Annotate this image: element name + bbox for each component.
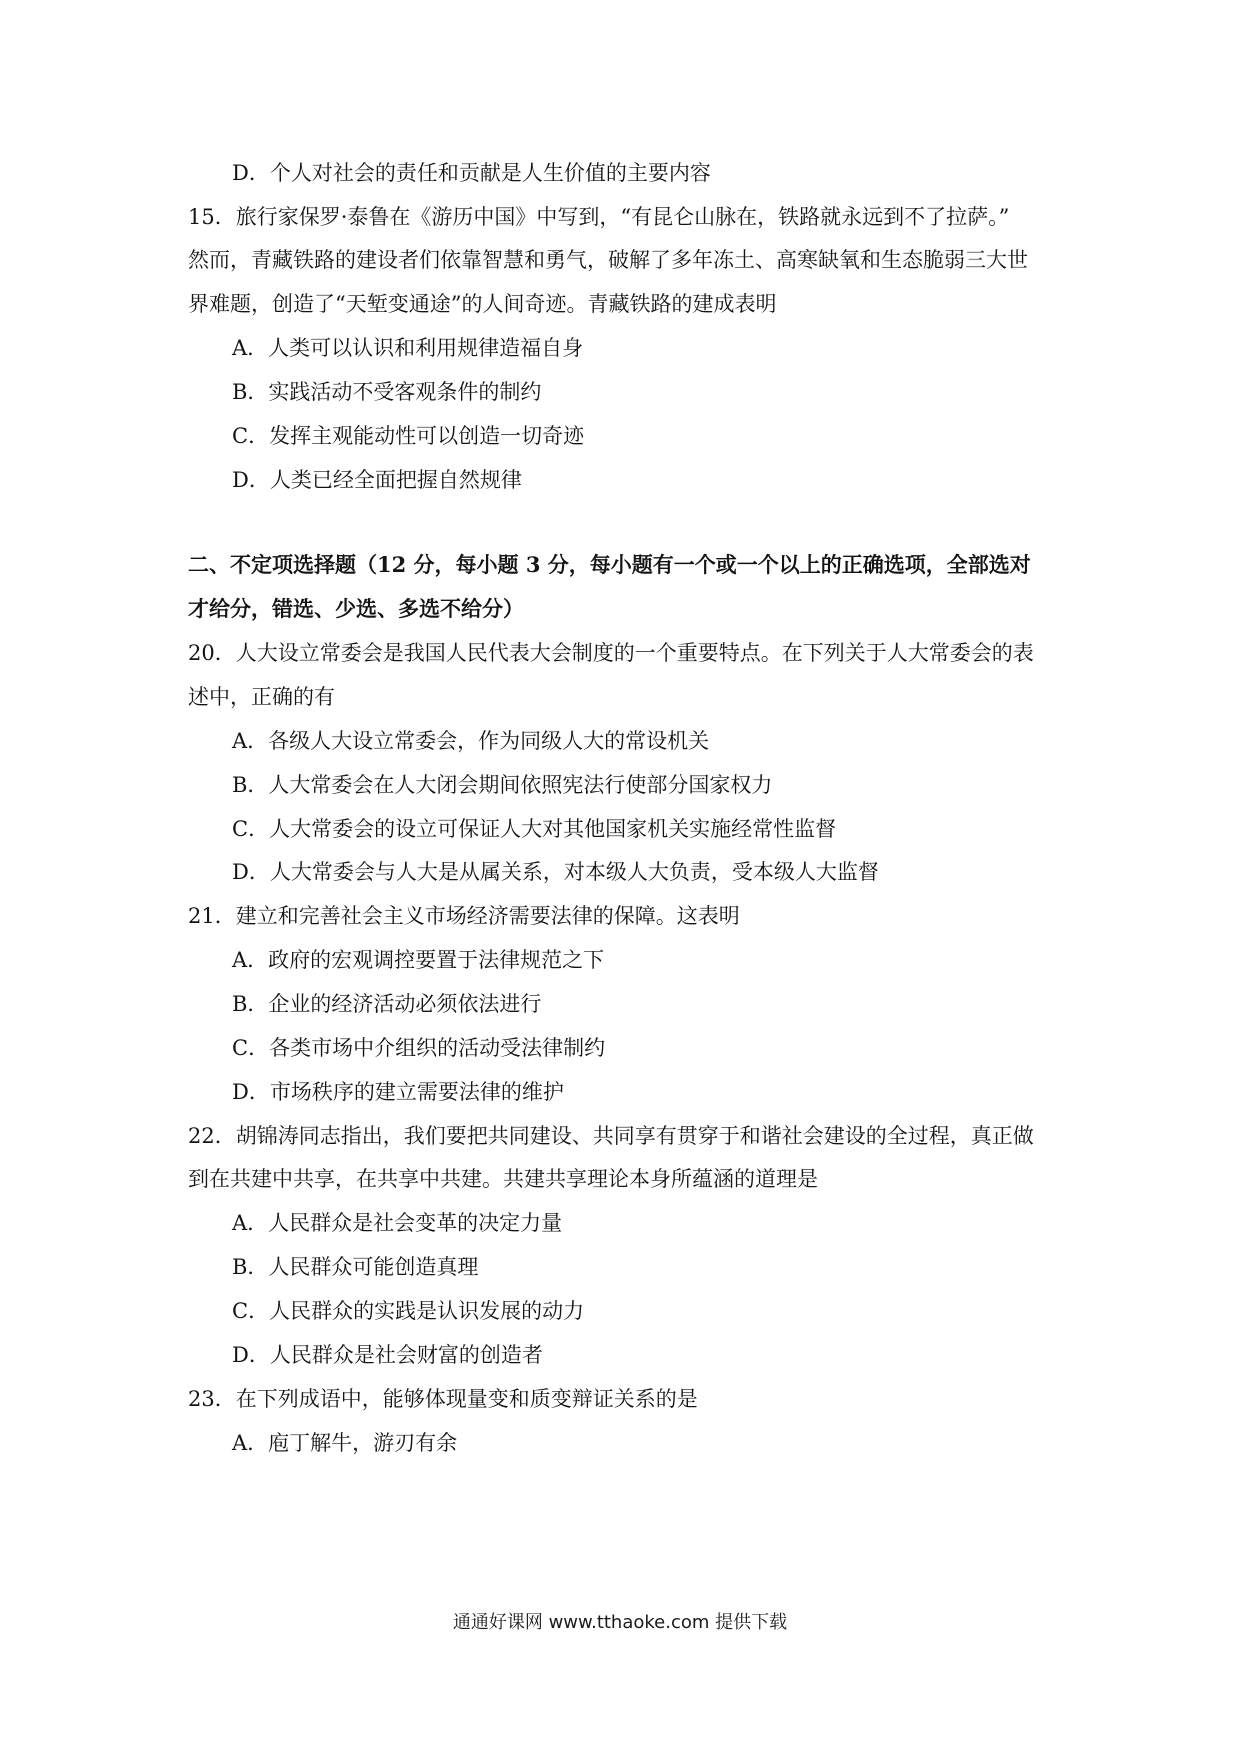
option-15-d: D．人类已经全面把握自然规律	[232, 468, 522, 492]
question-22-line-2: 到在共建中共享，在共享中共建。共建共享理论本身所蕴涵的道理是	[188, 1167, 818, 1191]
section-heading-line-1: 二、不定项选择题（12 分，每小题 3 分，每小题有一个或一个以上的正确选项，全部选对	[188, 552, 1031, 577]
question-15-line-3: 界难题，创造了“天堑变通途”的人间奇迹。青藏铁路的建成表明	[188, 292, 777, 316]
option-15-b: B．实践活动不受客观条件的制约	[232, 380, 542, 404]
option-15-a: A．人类可以认识和利用规律造福自身	[232, 336, 584, 360]
option-20-a: A．各级人大设立常委会，作为同级人大的常设机关	[232, 729, 710, 753]
question-21: 21．建立和完善社会主义市场经济需要法律的保障。这表明	[188, 904, 740, 928]
option-22-a: A．人民群众是社会变革的决定力量	[232, 1211, 563, 1235]
option-22-d: D．人民群众是社会财富的创造者	[232, 1343, 543, 1367]
question-23: 23．在下列成语中，能够体现量变和质变辩证关系的是	[188, 1387, 698, 1411]
section-heading-line-2: 才给分，错选、少选、多选不给分）	[188, 596, 524, 621]
option-21-c: C．各类市场中介组织的活动受法律制约	[232, 1036, 606, 1060]
option-21-a: A．政府的宏观调控要置于法律规范之下	[232, 948, 605, 972]
question-22-line-1: 22．胡锦涛同志指出，我们要把共同建设、共同享有贯穿于和谐社会建设的全过程，真正做	[188, 1124, 1034, 1148]
question-20-line-1: 20．人大设立常委会是我国人民代表大会制度的一个重要特点。在下列关于人大常委会的表	[188, 641, 1034, 665]
option-15-c: C．发挥主观能动性可以创造一切奇迹	[232, 424, 585, 448]
page-footer: 通通好课网 www.tthaoke.com 提供下载	[452, 1612, 788, 1633]
option-22-b: B．人民群众可能创造真理	[232, 1255, 479, 1279]
option-20-d: D．人大常委会与人大是从属关系，对本级人大负责，受本级人大监督	[232, 860, 879, 884]
question-15-line-2: 然而，青藏铁路的建设者们依靠智慧和勇气，破解了多年冻土、高寒缺氧和生态脆弱三大世	[188, 248, 1028, 272]
question-15-line-1: 15．旅行家保罗·泰鲁在《游历中国》中写到，“有昆仑山脉在，铁路就永远到不了拉萨。”	[188, 205, 1010, 229]
option-20-c: C．人大常委会的设立可保证人大对其他国家机关实施经常性监督	[232, 817, 837, 841]
option-22-c: C．人民群众的实践是认识发展的动力	[232, 1299, 585, 1323]
question-20-line-2: 述中，正确的有	[188, 685, 335, 709]
option-21-d: D．市场秩序的建立需要法律的维护	[232, 1080, 564, 1104]
option-23-a: A．庖丁解牛，游刃有余	[232, 1431, 458, 1455]
option-14-d: D．个人对社会的责任和贡献是人生价值的主要内容	[232, 161, 711, 185]
option-21-b: B．企业的经济活动必须依法进行	[232, 992, 542, 1016]
option-20-b: B．人大常委会在人大闭会期间依照宪法行使部分国家权力	[232, 773, 773, 797]
